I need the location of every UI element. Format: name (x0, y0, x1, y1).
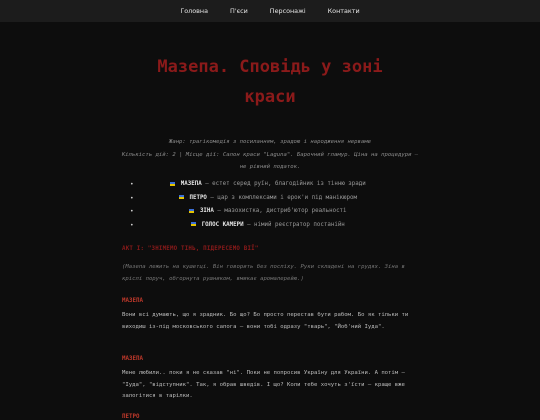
cast-desc: — естет серед руїн, благодійник із тінню зради (205, 181, 366, 187)
cast-name: ГОЛОС КАМЕРИ (201, 221, 244, 228)
bullet-icon: • (130, 181, 134, 188)
nav-characters[interactable]: Персонажі (269, 7, 306, 15)
top-navigation (0, 0, 540, 22)
cast-name: ПЕТРО (189, 194, 207, 201)
nav-plays[interactable]: П'єси (230, 7, 248, 15)
page-title: Мазепа. Сповідь у зоні краси (157, 57, 383, 107)
cast-item (118, 205, 418, 219)
cast-list (118, 178, 418, 232)
cast-desc: — мазохистка, дистриб'ютор реальності (217, 208, 347, 214)
speaker-name: МАЗЕПА (122, 356, 143, 362)
cast-item (118, 178, 418, 192)
speaker-name: ПЕТРО (122, 414, 140, 420)
genre-line: Жанр: трагікомедія з посиланням, зрадою і народження нерваме (168, 139, 372, 145)
cast-desc: — цар з комплексами і ерок'и під манікюром (210, 194, 358, 201)
speaker-name: МАЗЕПА (122, 298, 143, 304)
flag-icon (170, 182, 175, 186)
bullet-icon: • (130, 194, 134, 202)
dialogue-line: Вони всі думають, що я зрадник. Бо що? Бо просто перестав бути рабом. Бо як тільки ти виходиш із-під московського сапога — вони тобі одразу "тварь", "Йоб'ний Іуда". (122, 312, 409, 330)
info-line: Кількість дій: 2 | Місце дії: Салон краси "Laguna". Барочний гламур. Ціна на процедури — не рівний податок. (121, 152, 419, 170)
nav-home[interactable]: Головна (180, 7, 209, 15)
cast-item (118, 219, 418, 233)
flag-icon (189, 209, 194, 213)
flag-icon (191, 222, 196, 226)
nav-contacts[interactable]: Контакти (327, 7, 360, 15)
stage-direction: (Мазепа лежить на кушетці. Він говорить без поспіху. Руки складені на грудях. Зіна в кріслі поруч, обгорнута рушником, вмикає аромалерейю.) (122, 264, 405, 282)
cast-name: ЗІНА (199, 208, 214, 214)
cast-item (118, 192, 418, 206)
cast-desc: — німий реєстратор постанійн (247, 221, 345, 228)
flag-icon (179, 195, 184, 199)
bullet-icon: • (130, 208, 134, 215)
dialogue-line: Мене любили.. поки я не сказав "ні". Поки не попросив Україну для України. А потім — "Іуда", "відступник". Так, я обрав шведів. І що? Коли тебе хочуть з'їсти — краще вже залогітися в тарілки. (122, 370, 405, 399)
act-heading: АКТ І: "ЗНІМЕМО ТІНЬ, ПІДЕРЕСЕМО ВІЇ" (122, 246, 259, 252)
bullet-icon: • (130, 221, 134, 229)
cast-name: МАЗЕПА (180, 181, 202, 187)
